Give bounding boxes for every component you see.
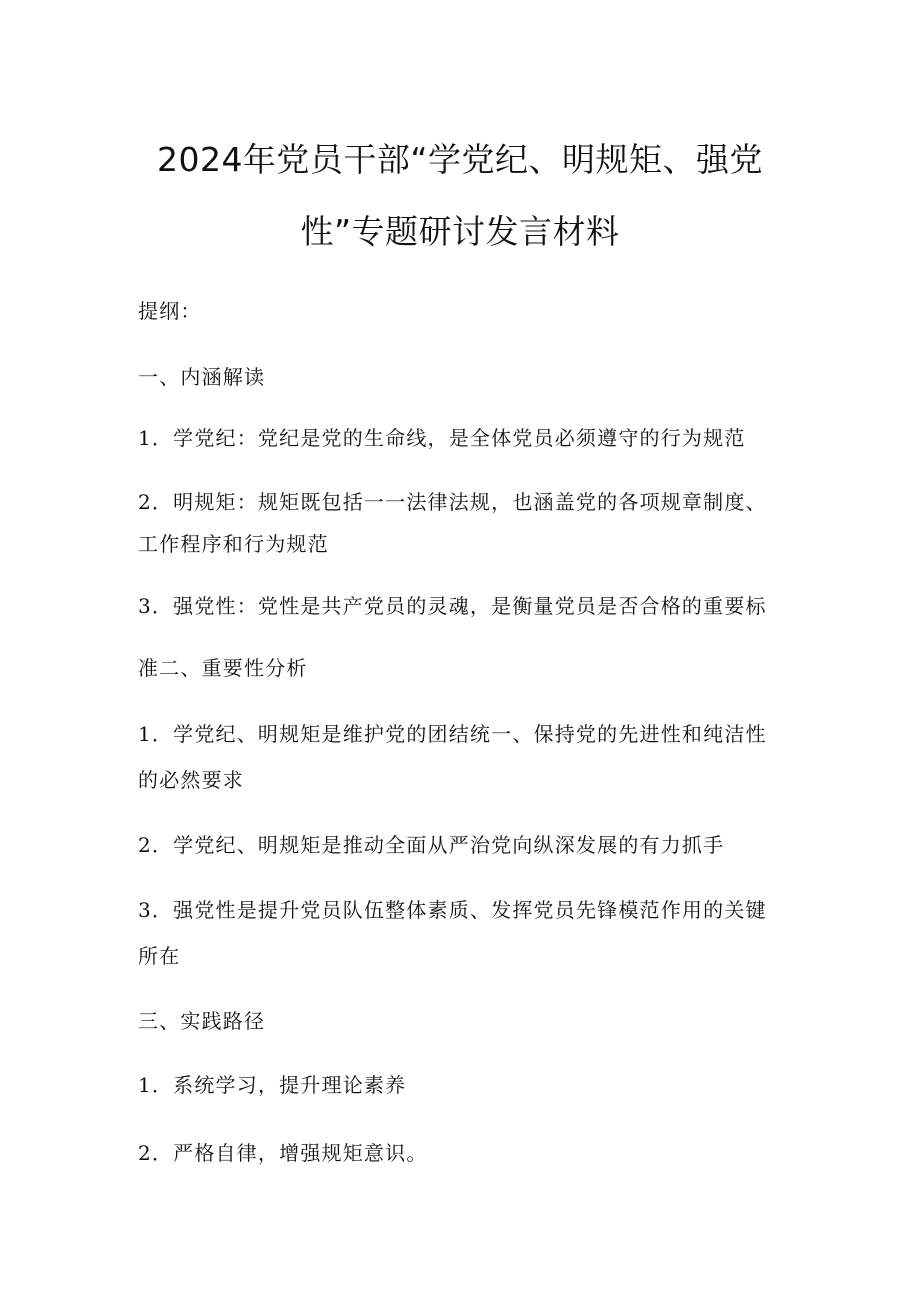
list-item: 2．学党纪、明规矩是推动全面从严治党向纵深发展的有力抓手 <box>138 833 725 857</box>
list-item: 3．强党性：党性是共产党员的灵魂，是衡量党员是否合格的重要标 <box>138 594 767 618</box>
list-item: 2．严格自律，增强规矩意识。 <box>138 1141 428 1165</box>
list-item-continuation: 准二、重要性分析 <box>138 656 308 680</box>
list-item-continuation: 的必然要求 <box>138 768 244 792</box>
list-item-continuation: 工作程序和行为规范 <box>138 532 329 556</box>
list-item-continuation: 所在 <box>138 944 181 968</box>
list-item: 1．系统学习，提升理论素养 <box>138 1073 407 1097</box>
list-item: 2．明规矩：规矩既包括一一法律法规，也涵盖党的各项规章制度、 <box>138 490 767 514</box>
list-item: 1．学党纪：党纪是党的生命线，是全体党员必须遵守的行为规范 <box>138 426 746 450</box>
document-title-line-1: 2024年党员干部“学党纪、明规矩、强党 <box>156 140 764 179</box>
section-heading-1: 一、内涵解读 <box>138 365 266 389</box>
outline-label: 提纲： <box>138 299 202 323</box>
list-item: 1．学党纪、明规矩是维护党的团结统一、保持党的先进性和纯洁性 <box>138 722 767 746</box>
document-title-line-2: 性”专题研讨发言材料 <box>300 212 620 251</box>
section-heading-3: 三、实践路径 <box>138 1009 266 1033</box>
list-item: 3．强党性是提升党员队伍整体素质、发挥党员先锋模范作用的关键 <box>138 898 767 922</box>
